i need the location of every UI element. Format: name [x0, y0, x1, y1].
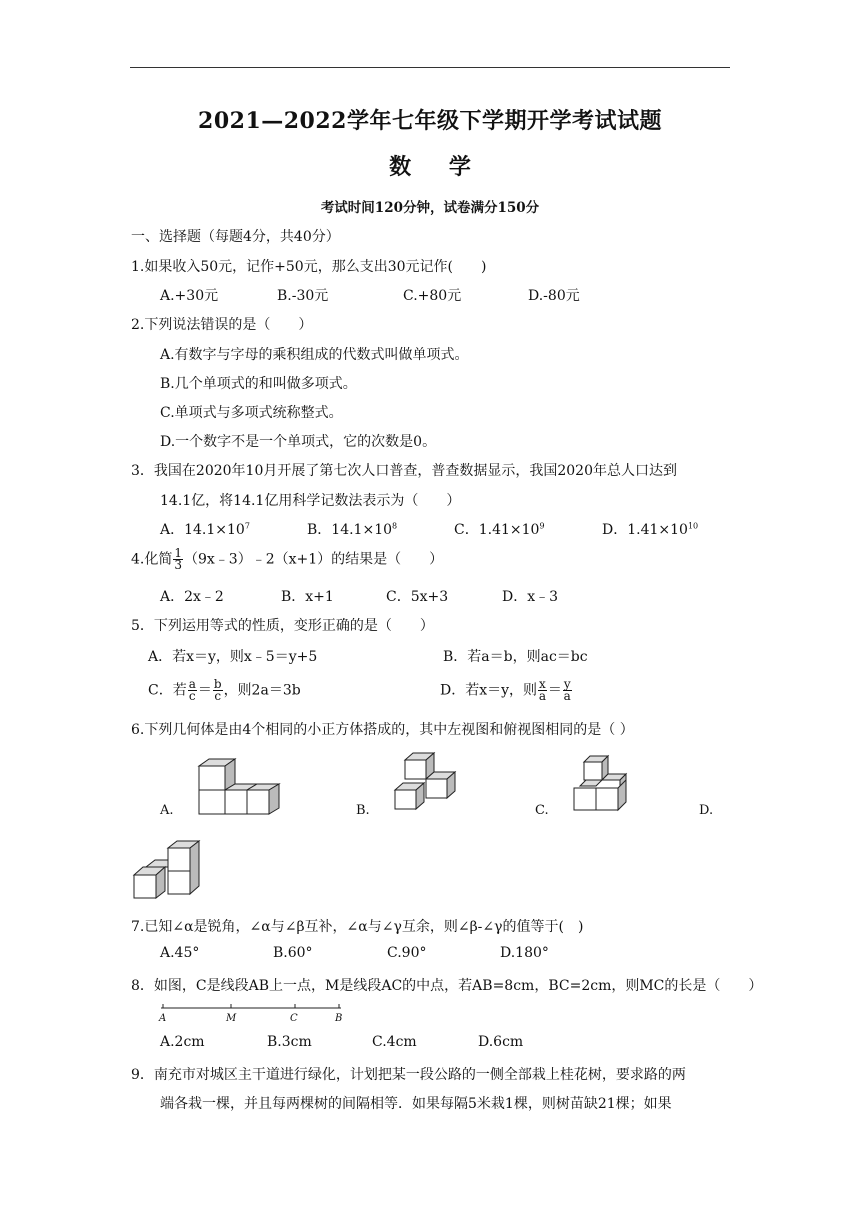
q2-option-c: C.单项式与多项式统称整式。 [160, 405, 343, 421]
q6-figure-d [132, 836, 212, 902]
q6-option-d-label: D. [699, 803, 714, 818]
q6-option-b-label: B. [356, 803, 370, 818]
q8-label-c: C [290, 1013, 298, 1024]
q8-option-d: D.6cm [478, 1034, 524, 1050]
q6-figure-b [393, 751, 465, 817]
q7-option-b: B.60° [273, 945, 313, 961]
q6-option-a-label: A. [160, 803, 174, 818]
q3-option-d: D．$1.41\times 10^{10}$ [602, 521, 699, 538]
q9-line1: 9．南充市对城区主干道进行绿化，计划把某一段公路的一侧全部栽上桂花树，要求路的两 [131, 1067, 686, 1083]
q8-option-a: A.2cm [160, 1034, 205, 1050]
q1-option-c: C.+80元 [403, 288, 462, 304]
subject-title: 数 学 [389, 154, 471, 180]
q2-option-a: A.有数字与字母的乘积组成的代数式叫做单项式。 [160, 347, 469, 363]
q4-option-c: C．5x+3 [386, 589, 449, 605]
q7-stem: 7.已知∠α是锐角，∠α与∠β互补，∠α与∠γ互余，则∠β-∠γ的值等于( ) [131, 919, 584, 935]
q4-option-d: D．x﹣3 [502, 589, 559, 605]
q8-option-b: B.3cm [267, 1034, 312, 1050]
q2-option-d: D.一个数字不是一个单项式，它的次数是0。 [160, 434, 437, 450]
q8-option-c: C.4cm [372, 1034, 417, 1050]
q6-figure-c [572, 752, 632, 814]
q4-fraction: $\frac{1}{3}$ [174, 546, 182, 572]
q2-option-b: B.几个单项式的和叫做多项式。 [160, 376, 357, 392]
q5-option-b: B．若a＝b，则ac＝bc [443, 649, 588, 665]
q3-option-c: C．$1.41\times 10^9$ [454, 521, 545, 538]
section-heading: 一、选择题（每题4分，共40分） [131, 229, 340, 245]
q8-segment-figure [155, 1000, 355, 1026]
q4-option-b: B．x+1 [281, 589, 334, 605]
q4-option-a: A．2x﹣2 [160, 589, 224, 605]
exam-title: 2021—2022学年七年级下学期开学考试试题 [198, 108, 662, 134]
q6-figure-a [195, 758, 285, 820]
q8-stem: 8．如图，C是线段AB上一点，M是线段AC的中点，若AB=8cm，BC=2cm，则MC的长是（ ） [131, 978, 763, 994]
q4-stem: 4.化简 $\frac{1}{3}$ （9x﹣3）﹣2（x+1）的结果是（ ） [131, 546, 444, 572]
q8-label-b: B [335, 1013, 343, 1024]
q2-stem: 2.下列说法错误的是（ ） [131, 317, 313, 333]
q1-stem: 1.如果收入50元，记作+50元，那么支出30元记作( ) [131, 259, 487, 275]
q5-stem: 5．下列运用等式的性质，变形正确的是（ ） [131, 618, 434, 634]
q5-option-d: D．若x＝y，则 $\frac{x}{a}$ ＝ $\frac{y}{a}$ [440, 677, 571, 703]
q5-option-c: C．若 $\frac{a}{c}$ ＝ $\frac{b}{c}$ ，则2a＝3b [148, 677, 301, 703]
q3-stem-line2: 14.1亿，将14.1亿用科学记数法表示为（ ） [160, 493, 461, 509]
q3-option-a: A．$14.1\times 10^7$ [160, 521, 250, 538]
q7-option-c: C.90° [387, 945, 427, 961]
q1-option-d: D.-80元 [528, 288, 580, 304]
q8-label-a: A [159, 1013, 167, 1024]
q5-option-a: A．若x＝y，则x﹣5＝y+5 [148, 649, 318, 665]
q3-option-b: B．$14.1\times 10^8$ [307, 521, 398, 538]
q3-stem-line1: 3．我国在2020年10月开展了第七次人口普查，普查数据显示，我国2020年总人口达到 [131, 463, 677, 479]
q6-stem: 6.下列几何体是由4个相同的小正方体搭成的，其中左视图和俯视图相同的是（ ） [131, 722, 634, 738]
q1-option-a: A.+30元 [160, 288, 219, 304]
q9-line2: 端各栽一棵，并且每两棵树的间隔相等．如果每隔5米栽1棵，则树苗缺21棵；如果 [160, 1096, 672, 1112]
q8-label-m: M [226, 1013, 237, 1024]
top-rule [130, 67, 730, 68]
q7-option-a: A.45° [160, 945, 200, 961]
q1-option-b: B.-30元 [277, 288, 329, 304]
exam-info: 考试时间120分钟，试卷满分150分 [320, 200, 540, 216]
q6-option-c-label: C. [535, 803, 549, 818]
q7-option-d: D.180° [500, 945, 549, 961]
